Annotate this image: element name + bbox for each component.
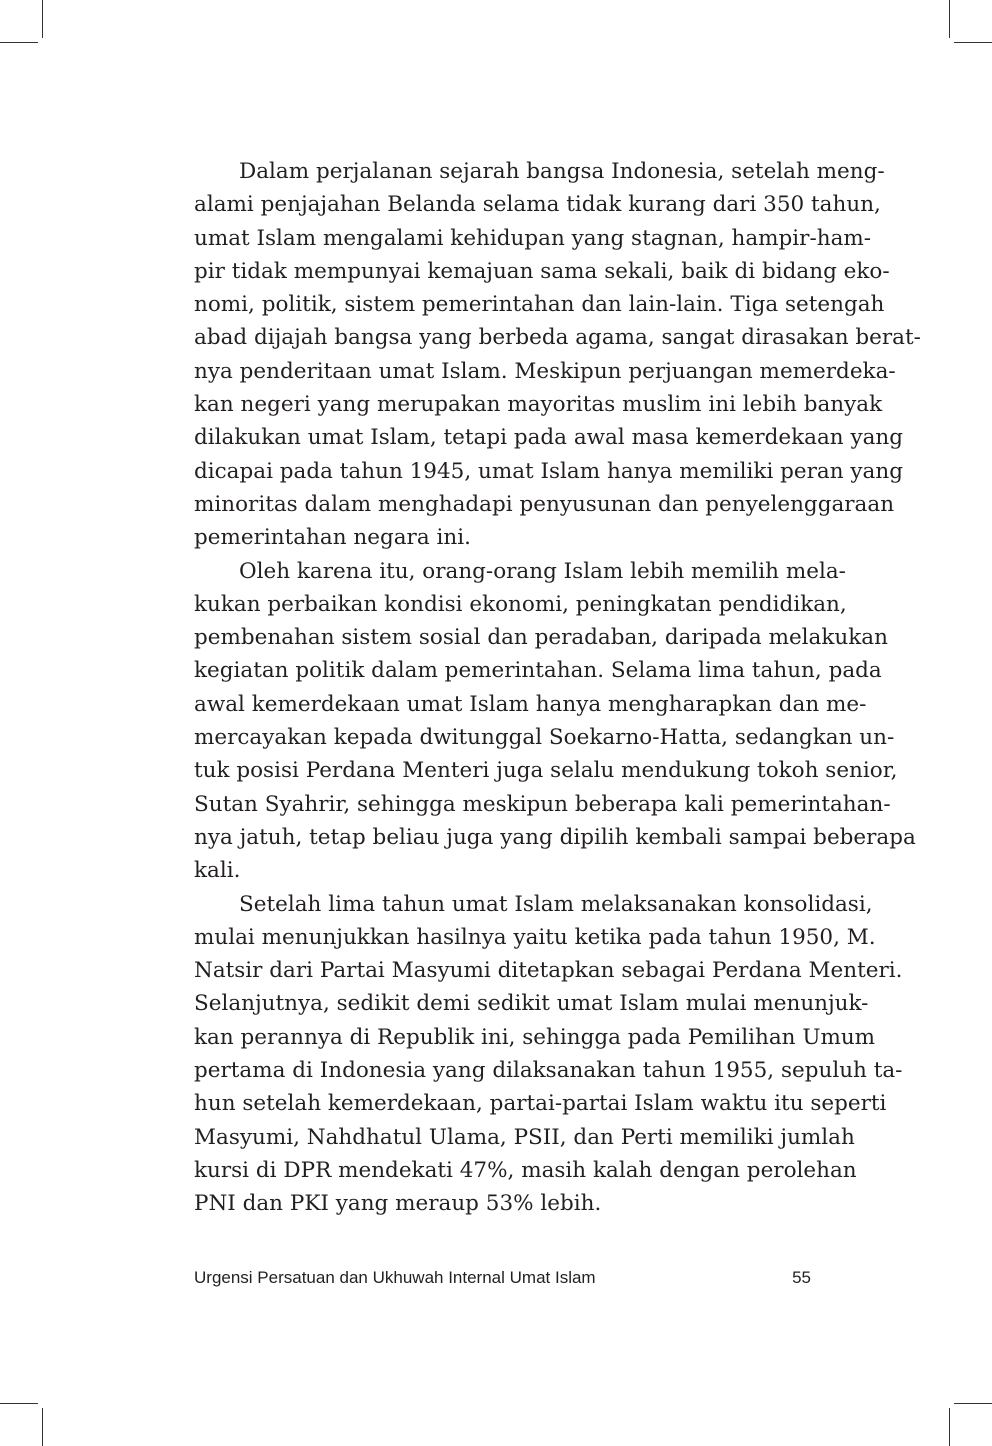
text-line: minoritas dalam menghadapi penyusunan dan penyelenggaraan (194, 491, 895, 517)
text-line: Selanjutnya, sedikit demi sedikit umat Islam mulai menunjuk- (194, 991, 869, 1017)
text-line: kan negeri yang merupakan mayoritas muslim ini lebih banyak (194, 392, 883, 418)
text-line: Sutan Syahrir, sehingga meskipun beberapa kali pemerintahan- (194, 791, 891, 817)
text-line: abad dijajah bangsa yang berbeda agama, sangat dirasakan berat- (194, 325, 921, 351)
paragraph-1 (194, 155, 921, 555)
crop-mark-bottom-left-h (0, 1403, 38, 1404)
text-line: dicapai pada tahun 1945, umat Islam hanya memiliki peran yang (194, 458, 903, 484)
crop-mark-bottom-right-v (949, 1408, 950, 1446)
text-line: pemerintahan negara ini. (194, 525, 471, 551)
text-line: kukan perbaikan kondisi ekonomi, peningkatan pendidikan, (194, 591, 847, 617)
text-line: PNI dan PKI yang meraup 53% lebih. (194, 1191, 602, 1217)
text-line: Oleh karena itu, orang-orang Islam lebih memilih mela- (239, 558, 846, 584)
crop-mark-top-left-h (0, 42, 38, 43)
paragraph-3 (194, 888, 903, 1221)
text-line: pir tidak mempunyai kemajuan sama sekali, baik di bidang eko- (194, 258, 890, 284)
text-line: Natsir dari Partai Masyumi ditetapkan sebagai Perdana Menteri. (194, 958, 903, 984)
text-line: kan perannya di Republik ini, sehingga pada Pemilihan Umum (194, 1024, 876, 1050)
crop-mark-bottom-right-h (954, 1403, 992, 1404)
text-line: nya jatuh, tetap beliau juga yang dipilih kembali sampai beberapa (194, 824, 916, 850)
text-line: pertama di Indonesia yang dilaksanakan tahun 1955, sepuluh ta- (194, 1058, 903, 1084)
crop-mark-bottom-left-v (42, 1408, 43, 1446)
running-footer-title: Urgensi Persatuan dan Ukhuwah Internal Umat Islam (194, 1268, 596, 1287)
text-line: Dalam perjalanan sejarah bangsa Indonesia, setelah meng- (239, 159, 885, 184)
text-line: Masyumi, Nahdhatul Ulama, PSII, dan Perti memiliki jumlah (194, 1124, 855, 1150)
text-line: alami penjajahan Belanda selama tidak kurang dari 350 tahun, (194, 192, 881, 218)
page-body (194, 155, 921, 1221)
text-line: kegiatan politik dalam pemerintahan. Selama lima tahun, pada (194, 658, 882, 684)
crop-mark-top-right-v (949, 0, 950, 38)
text-line: kali. (194, 858, 241, 884)
text-line: awal kemerdekaan umat Islam hanya mengharapkan dan me- (194, 691, 867, 717)
text-line: umat Islam mengalami kehidupan yang stagnan, hampir-ham- (194, 225, 872, 251)
page-number: 55 (792, 1268, 811, 1287)
crop-mark-top-right-h (954, 42, 992, 43)
text-line: pembenahan sistem sosial dan peradaban, daripada melakukan (194, 625, 888, 651)
text-line: nya penderitaan umat Islam. Meskipun perjuangan memerdeka- (194, 358, 896, 384)
crop-mark-top-left-v (42, 0, 43, 38)
text-line: hun setelah kemerdekaan, partai-partai Islam waktu itu seperti (194, 1091, 887, 1117)
text-line: Setelah lima tahun umat Islam melaksanakan konsolidasi, (239, 891, 873, 917)
text-line: mulai menunjukkan hasilnya yaitu ketika pada tahun 1950, M. (194, 924, 876, 950)
text-line: dilakukan umat Islam, tetapi pada awal masa kemerdekaan yang (194, 425, 904, 451)
text-line: kursi di DPR mendekati 47%, masih kalah dengan perolehan (194, 1157, 857, 1183)
paragraph-2 (194, 555, 916, 888)
text-line: nomi, politik, sistem pemerintahan dan lain-lain. Tiga setengah (194, 292, 885, 318)
text-line: mercayakan kepada dwitunggal Soekarno-Hatta, sedangkan un- (194, 725, 895, 751)
text-line: tuk posisi Perdana Menteri juga selalu mendukung tokoh senior, (194, 758, 898, 784)
